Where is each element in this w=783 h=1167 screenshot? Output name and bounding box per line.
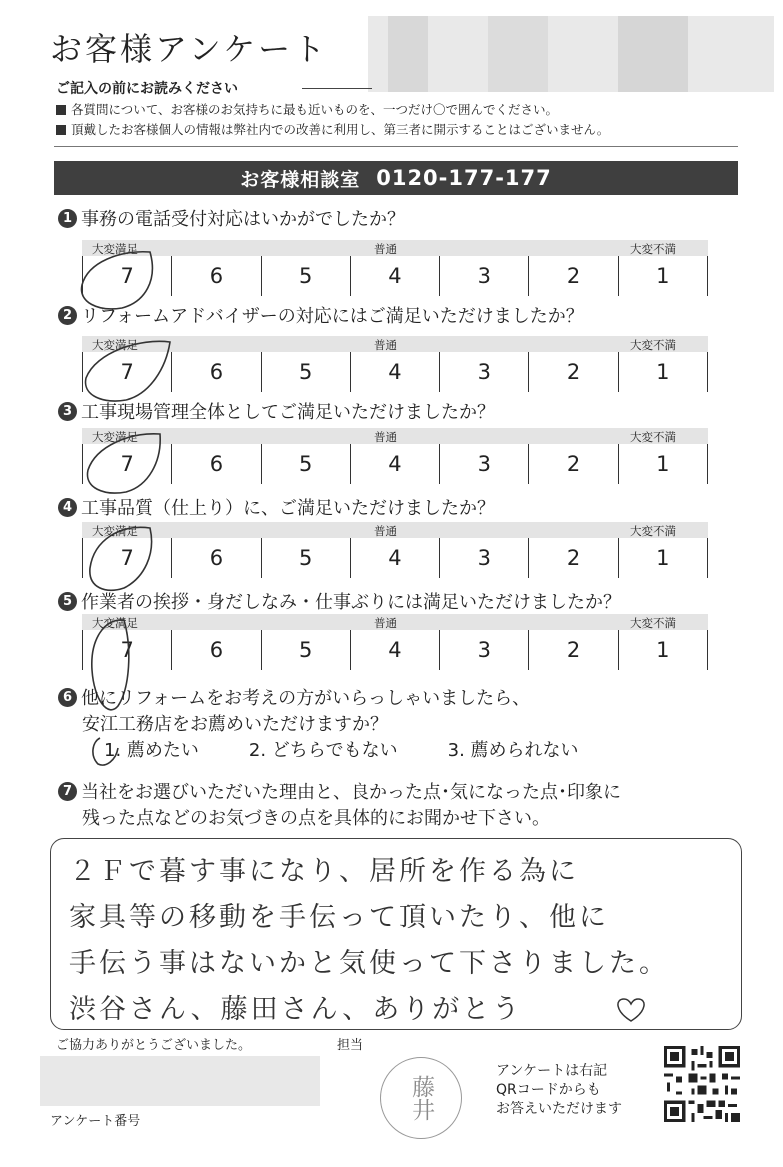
question-number-badge: 7 bbox=[58, 782, 77, 801]
question-3 bbox=[58, 398, 495, 424]
comment-box[interactable] bbox=[50, 838, 742, 1030]
question-text: 事務の電話受付対応はいかがでしたか？ bbox=[81, 209, 405, 230]
rating-option-4[interactable]: 4 bbox=[350, 630, 439, 670]
divider bbox=[54, 146, 738, 147]
note-1: 各質問について、お客様のお気持ちに最も近いものを、一つだけ〇で囲んでください。 bbox=[56, 100, 558, 118]
rating-option-7[interactable]: 7 bbox=[82, 630, 171, 670]
question-number-badge: 5 bbox=[58, 592, 77, 611]
rating-option-2[interactable]: 2 bbox=[528, 256, 617, 296]
label-very-dissatisfied: 大変不満 bbox=[630, 338, 676, 352]
rating-option-2[interactable]: 2 bbox=[528, 538, 617, 578]
question-6 bbox=[58, 684, 530, 710]
label-very-satisfied: 大変満足 bbox=[92, 524, 138, 538]
scale-label-bar bbox=[82, 240, 708, 256]
question-text: 工事品質（仕上り）に、ご満足いただけましたか？ bbox=[81, 498, 495, 519]
note-2: 頂戴したお客様個人の情報は弊社内での改善に利用し、第三者に開示することはございません。 bbox=[56, 120, 609, 138]
heart-doodle-icon bbox=[611, 995, 651, 1025]
comment-line-3: 手伝う事はないかと気使って下さりました。 bbox=[69, 948, 669, 979]
rating-option-7[interactable]: 7 bbox=[82, 352, 171, 392]
question-number-badge: 2 bbox=[58, 306, 77, 325]
rating-option-2[interactable]: 2 bbox=[528, 630, 617, 670]
label-neutral: 普通 bbox=[374, 616, 397, 630]
option-neutral[interactable]: 2. どちらでもない bbox=[248, 740, 398, 761]
question-text: 作業者の挨拶・身だしなみ・仕事ぶりには満足いただけましたか？ bbox=[81, 592, 621, 613]
qr-code-icon[interactable] bbox=[664, 1046, 740, 1122]
scale-label-bar bbox=[82, 522, 708, 538]
question-1 bbox=[58, 205, 405, 231]
redacted-area bbox=[368, 16, 774, 92]
thanks-text: ご協力ありがとうございました。 bbox=[56, 1038, 252, 1053]
scale-label-bar bbox=[82, 428, 708, 444]
rating-option-7[interactable]: 7 bbox=[82, 538, 171, 578]
rating-option-6[interactable]: 6 bbox=[171, 630, 260, 670]
rating-option-6[interactable]: 6 bbox=[171, 444, 260, 484]
label-neutral: 普通 bbox=[374, 524, 397, 538]
qr-text-line: アンケートは右記 bbox=[496, 1063, 608, 1079]
survey-number-label: アンケート番号 bbox=[50, 1114, 141, 1129]
rating-option-7[interactable]: 7 bbox=[82, 444, 171, 484]
rating-scale-3 bbox=[82, 428, 708, 484]
label-very-dissatisfied: 大変不満 bbox=[630, 430, 676, 444]
scale-label-bar bbox=[82, 336, 708, 352]
label-very-dissatisfied: 大変不満 bbox=[630, 242, 676, 256]
pre-read-heading: ご記入の前にお読みください bbox=[56, 81, 238, 97]
label-neutral: 普通 bbox=[374, 430, 397, 444]
label-very-satisfied: 大変満足 bbox=[92, 242, 138, 256]
question-number-badge: 1 bbox=[58, 209, 77, 228]
rating-option-4[interactable]: 4 bbox=[350, 444, 439, 484]
question-5 bbox=[58, 588, 621, 614]
redacted-area bbox=[40, 1056, 320, 1106]
square-bullet-icon bbox=[56, 125, 66, 135]
label-neutral: 普通 bbox=[374, 242, 397, 256]
rating-option-1[interactable]: 1 bbox=[618, 630, 708, 670]
square-bullet-icon bbox=[56, 105, 66, 115]
rating-option-4[interactable]: 4 bbox=[350, 256, 439, 296]
qr-text-line: QRコードからも bbox=[496, 1082, 601, 1098]
question-4 bbox=[58, 494, 495, 520]
option-not-recommend[interactable]: 3. 薦められない bbox=[447, 740, 579, 761]
rating-option-6[interactable]: 6 bbox=[171, 256, 260, 296]
rating-option-3[interactable]: 3 bbox=[439, 256, 528, 296]
form-title: お客様アンケート bbox=[50, 30, 329, 68]
label-very-satisfied: 大変満足 bbox=[92, 616, 138, 630]
comment-line-2: 家具等の移動を手伝って頂いたり、他に bbox=[69, 902, 609, 933]
rating-option-4[interactable]: 4 bbox=[350, 538, 439, 578]
label-neutral: 普通 bbox=[374, 338, 397, 352]
rating-option-5[interactable]: 5 bbox=[261, 630, 350, 670]
rating-option-5[interactable]: 5 bbox=[261, 538, 350, 578]
label-very-dissatisfied: 大変不満 bbox=[630, 616, 676, 630]
question-2 bbox=[58, 302, 584, 328]
label-very-satisfied: 大変満足 bbox=[92, 430, 138, 444]
rating-scale-2 bbox=[82, 336, 708, 392]
question-number-badge: 4 bbox=[58, 498, 77, 517]
rating-option-6[interactable]: 6 bbox=[171, 352, 260, 392]
customer-support-banner bbox=[54, 161, 738, 195]
qr-text-line: お答えいただけます bbox=[496, 1101, 622, 1117]
rating-option-1[interactable]: 1 bbox=[618, 256, 708, 296]
question-7-line2: 残った点などのお気づきの点を具体的にお聞かせ下さい。 bbox=[82, 808, 550, 829]
scale-label-bar bbox=[82, 614, 708, 630]
rating-option-2[interactable]: 2 bbox=[528, 352, 617, 392]
rating-scale-4 bbox=[82, 522, 708, 578]
label-very-dissatisfied: 大変不満 bbox=[630, 524, 676, 538]
question-text: 当社をお選びいただいた理由と、良かった点･気になった点･印象に bbox=[81, 782, 621, 803]
rating-option-5[interactable]: 5 bbox=[261, 444, 350, 484]
rating-option-3[interactable]: 3 bbox=[439, 538, 528, 578]
rating-option-1[interactable]: 1 bbox=[618, 538, 708, 578]
question-7 bbox=[58, 778, 621, 804]
question-text: 他にリフォームをお考えの方がいらっしゃいましたら、 bbox=[81, 688, 531, 709]
question-text: リフォームアドバイザーの対応にはご満足いただけましたか？ bbox=[81, 306, 584, 327]
question-6-line2: 安江工務店をお薦めいただけますか？ bbox=[82, 714, 388, 735]
label-very-satisfied: 大変満足 bbox=[92, 338, 138, 352]
support-label: お客様相談室 bbox=[240, 168, 361, 191]
support-phone: 0120-177-177 bbox=[376, 166, 552, 190]
option-recommend[interactable]: 1. 薦めたい bbox=[104, 740, 199, 761]
rating-option-3[interactable]: 3 bbox=[439, 630, 528, 670]
rating-option-7[interactable]: 7 bbox=[82, 256, 171, 296]
question-number-badge: 3 bbox=[58, 402, 77, 421]
rating-option-3[interactable]: 3 bbox=[439, 444, 528, 484]
comment-line-4: 渋谷さん、藤田さん、ありがとう bbox=[69, 994, 523, 1025]
divider bbox=[302, 88, 372, 89]
staff-seal-stamp bbox=[380, 1057, 462, 1139]
rating-option-5[interactable]: 5 bbox=[261, 352, 350, 392]
rating-option-6[interactable]: 6 bbox=[171, 538, 260, 578]
stamp-text: 藤井 bbox=[408, 1075, 435, 1121]
rating-option-2[interactable]: 2 bbox=[528, 444, 617, 484]
rating-option-5[interactable]: 5 bbox=[261, 256, 350, 296]
question-number-badge: 6 bbox=[58, 688, 77, 707]
recommend-options bbox=[104, 736, 579, 762]
comment-line-1: ２Ｆで暮す事になり、居所を作る為に bbox=[69, 856, 579, 887]
rating-option-1[interactable]: 1 bbox=[618, 444, 708, 484]
rating-scale-1 bbox=[82, 240, 708, 296]
question-text: 工事現場管理全体としてご満足いただけましたか？ bbox=[81, 402, 495, 423]
staff-label: 担当 bbox=[337, 1038, 364, 1053]
rating-option-4[interactable]: 4 bbox=[350, 352, 439, 392]
rating-scale-5 bbox=[82, 614, 708, 670]
rating-option-3[interactable]: 3 bbox=[439, 352, 528, 392]
rating-option-1[interactable]: 1 bbox=[618, 352, 708, 392]
qr-instructions bbox=[496, 1062, 622, 1119]
